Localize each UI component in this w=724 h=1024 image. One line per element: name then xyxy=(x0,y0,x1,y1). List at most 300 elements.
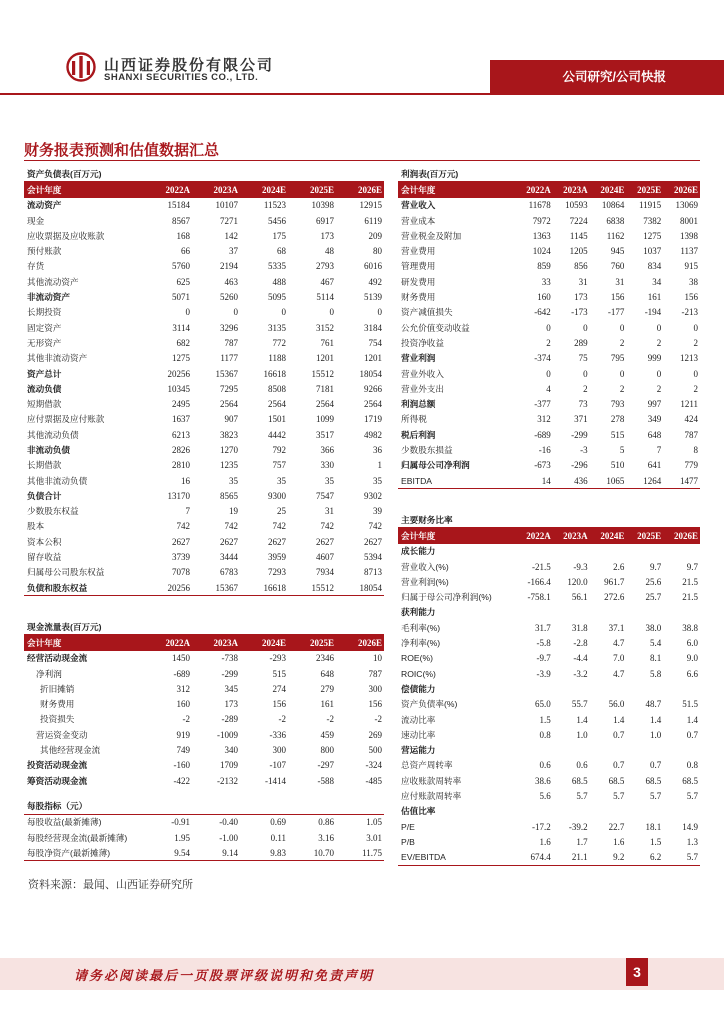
cell-value: 2810 xyxy=(172,460,190,471)
cell-value: 2 xyxy=(546,337,551,348)
cell-value: 1501 xyxy=(268,414,286,425)
table-row xyxy=(24,412,384,427)
row-label: 应付票据及应付账款 xyxy=(27,414,105,425)
cell-value: 8.1 xyxy=(649,653,662,664)
cell-value: 25.6 xyxy=(645,576,662,587)
cell-value: 10 xyxy=(373,653,382,664)
cell-value: 492 xyxy=(368,276,382,287)
table-row xyxy=(398,651,700,666)
cell-value: 0 xyxy=(656,322,662,333)
cell-value: 800 xyxy=(320,745,334,756)
row-label: 财务费用 xyxy=(401,292,436,303)
cell-value: 20256 xyxy=(144,580,192,596)
row-label: P/E xyxy=(401,821,415,832)
row-label: 利润总额 xyxy=(401,399,436,410)
cell-value: 18054 xyxy=(359,368,382,379)
cell-value: 795 xyxy=(610,353,625,364)
row-label: 经营活动现金流 xyxy=(27,653,88,664)
cell-value: 2564 xyxy=(220,399,238,410)
cell-value: 1188 xyxy=(268,353,286,364)
table-row xyxy=(398,366,700,381)
cell-value: 2 xyxy=(693,337,698,348)
cell-value: 142 xyxy=(224,230,238,241)
table-row xyxy=(398,819,700,834)
cell-value: 269 xyxy=(368,729,382,740)
cell-value: 175 xyxy=(272,230,286,241)
table-row xyxy=(24,580,384,596)
cell-value: 510 xyxy=(610,460,625,471)
cell-value: 12915 xyxy=(359,200,382,211)
table-row xyxy=(24,651,384,666)
cell-value: 742 xyxy=(224,521,238,532)
table-caption-row xyxy=(24,798,384,814)
cell-value: 7 xyxy=(656,444,662,455)
cell-value: 7 xyxy=(185,506,190,517)
cell-value: 65.0 xyxy=(535,699,551,710)
cell-value: 9.14 xyxy=(192,845,240,861)
cell-value: 7934 xyxy=(316,567,334,578)
cell-value: 9.2 xyxy=(590,850,627,866)
cell-value: 8565 xyxy=(220,490,238,501)
cell-value: 51.5 xyxy=(682,699,698,710)
table-row xyxy=(398,274,700,289)
table-row xyxy=(24,830,384,845)
row-label: 现金 xyxy=(27,215,45,226)
cell-value: 0.11 xyxy=(270,832,286,843)
cell-value: 625 xyxy=(176,276,190,287)
cell-value: 5 xyxy=(619,444,625,455)
cell-value: 36 xyxy=(373,444,382,455)
cell-value: 2564 xyxy=(268,399,286,410)
cell-value xyxy=(553,544,590,559)
cell-value: 2564 xyxy=(316,399,334,410)
row-label: 其他流动负债 xyxy=(27,429,79,440)
table-row xyxy=(398,396,700,411)
cell-value: 120.0 xyxy=(567,576,588,587)
table-row xyxy=(24,773,384,788)
cell-value: 467 xyxy=(320,276,334,287)
cell-value: -0.91 xyxy=(171,817,190,828)
cell-value: 1024 xyxy=(532,246,551,257)
cell-value: 5760 xyxy=(172,261,190,272)
table-row xyxy=(24,381,384,396)
cell-value: -1.00 xyxy=(219,832,238,843)
cell-value: 1.5 xyxy=(649,836,662,847)
cell-value: 641 xyxy=(647,460,662,471)
cell-value: -2 xyxy=(326,714,334,725)
cell-value: 15367 xyxy=(215,368,238,379)
table-row xyxy=(398,442,700,457)
company-logo-icon xyxy=(66,52,96,82)
cell-value: 33 xyxy=(541,276,551,287)
cell-value: 156 xyxy=(272,699,286,710)
cell-value: 459 xyxy=(320,729,334,740)
table-caption: 每股指标（元） xyxy=(24,798,384,814)
cell-value: 156 xyxy=(368,699,382,710)
cell-value: 0 xyxy=(619,368,625,379)
cell-value: 792 xyxy=(272,444,286,455)
cell-value: 1.4 xyxy=(686,714,698,725)
cell-value: 961.7 xyxy=(604,576,625,587)
cell-value: 9266 xyxy=(364,383,382,394)
cell-value: 859 xyxy=(537,261,551,272)
cell-value: -160 xyxy=(173,760,190,771)
cell-value: -299 xyxy=(571,429,588,440)
column-header-year: 2025E xyxy=(626,528,663,544)
cell-value: -9.7 xyxy=(536,653,551,664)
cell-value: 39 xyxy=(373,506,382,517)
cell-value: 6838 xyxy=(606,215,625,226)
table-row xyxy=(398,305,700,320)
cell-value: 11915 xyxy=(639,200,662,211)
cash-flow-table xyxy=(24,619,384,861)
income-statement-table xyxy=(398,166,700,489)
table-row xyxy=(24,742,384,757)
cell-value: -297 xyxy=(317,760,334,771)
row-label: 其他经营现金流 xyxy=(40,745,101,756)
row-label: 存货 xyxy=(27,261,45,272)
row-label: 资产减值损失 xyxy=(401,307,453,318)
cell-value: -3.9 xyxy=(536,668,551,679)
cell-value: 3823 xyxy=(220,429,238,440)
table-row xyxy=(398,804,700,819)
table-row xyxy=(398,259,700,274)
cell-value: 648 xyxy=(647,429,662,440)
cell-value: 35 xyxy=(325,475,334,486)
section-title: 财务报表预测和估值数据汇总 xyxy=(24,142,220,159)
row-label: 总资产周转率 xyxy=(401,760,453,771)
cell-value: 6016 xyxy=(364,261,382,272)
cell-value: 1177 xyxy=(220,353,238,364)
cell-value: 31.7 xyxy=(535,622,551,633)
cell-value xyxy=(590,742,627,757)
cell-value: -0.40 xyxy=(219,817,238,828)
cell-value: 80 xyxy=(373,246,382,257)
cell-value: 9.0 xyxy=(686,653,698,664)
cell-value: 3152 xyxy=(316,322,334,333)
cell-value: 3959 xyxy=(268,552,286,563)
cell-value: -588 xyxy=(317,775,334,786)
table-row xyxy=(24,396,384,411)
cell-value: 2 xyxy=(656,337,662,348)
cell-value: 0 xyxy=(546,322,551,333)
cell-value: 424 xyxy=(684,414,698,425)
table-row xyxy=(398,758,700,773)
cell-value: 56.0 xyxy=(608,699,625,710)
cell-value: -336 xyxy=(269,729,286,740)
cell-value: -194 xyxy=(644,307,662,318)
cell-value: 15512 xyxy=(311,368,334,379)
cell-value: -17.2 xyxy=(532,821,551,832)
cell-value: 0.7 xyxy=(613,760,625,771)
cell-value: 1099 xyxy=(316,414,334,425)
cell-value: 5.7 xyxy=(576,790,588,801)
disclaimer-link[interactable]: 请务必阅读最后一页股票评级说明和免责声明 xyxy=(74,968,375,983)
key-ratios-table xyxy=(398,512,700,866)
cell-value: 3135 xyxy=(268,322,286,333)
cell-value: 0 xyxy=(693,322,698,333)
cell-value: 31.8 xyxy=(571,622,588,633)
cell-value: 2194 xyxy=(220,261,238,272)
cell-value: 5.6 xyxy=(539,790,551,801)
row-label: 资产负债率(%) xyxy=(401,699,458,710)
cell-value: 5095 xyxy=(268,292,286,303)
spacer-cell xyxy=(24,788,384,798)
cell-value: -2 xyxy=(278,714,286,725)
cell-value xyxy=(590,605,627,620)
cell-value: 1205 xyxy=(569,246,588,257)
cell-value: 5.8 xyxy=(649,668,662,679)
cell-value: 35 xyxy=(277,475,286,486)
cell-value: 10864 xyxy=(601,200,625,211)
row-label: 每股收益(最新摊薄) xyxy=(27,817,102,828)
cell-value: 787 xyxy=(224,337,238,348)
row-label: ROIC(%) xyxy=(401,668,436,679)
cell-value: 648 xyxy=(320,668,334,679)
cell-value xyxy=(553,605,590,620)
cell-value: 300 xyxy=(368,683,382,694)
cell-value: 1037 xyxy=(643,246,662,257)
cell-value: 18054 xyxy=(336,580,384,596)
table-row xyxy=(398,681,700,696)
cell-value: -293 xyxy=(269,653,286,664)
cell-value: 0.7 xyxy=(613,729,625,740)
cell-value: 7295 xyxy=(220,383,238,394)
cell-value: 16618 xyxy=(240,580,288,596)
cell-value: -738 xyxy=(221,653,238,664)
table-row xyxy=(398,742,700,757)
cell-value: 11523 xyxy=(263,200,286,211)
row-label: 公允价值变动收益 xyxy=(401,322,470,333)
column-header-year: 2025E xyxy=(288,635,336,651)
column-header-year: 2026E xyxy=(663,528,700,544)
cell-value: 15184 xyxy=(167,200,190,211)
cell-value xyxy=(553,742,590,757)
cell-value: 757 xyxy=(272,460,286,471)
cell-value: -374 xyxy=(534,353,551,364)
row-label: ROE(%) xyxy=(401,653,433,664)
table-caption-row xyxy=(398,166,700,182)
cell-value: 19 xyxy=(229,506,238,517)
cell-value: 10107 xyxy=(215,200,238,211)
table-row xyxy=(398,544,700,559)
cell-value: -289 xyxy=(221,714,238,725)
table-row xyxy=(24,519,384,534)
table-row xyxy=(398,198,700,213)
cell-value: 0.7 xyxy=(649,760,662,771)
cell-value: 15367 xyxy=(192,580,240,596)
cell-value: 834 xyxy=(647,261,662,272)
source-note: 资料来源：最闻、山西证券研究所 xyxy=(28,879,193,891)
cell-value: 38.0 xyxy=(645,622,662,633)
cell-value: 68.5 xyxy=(608,775,625,786)
column-header-year: 2024E xyxy=(240,635,288,651)
cell-value: 7224 xyxy=(569,215,588,226)
cell-value: 37 xyxy=(229,246,238,257)
cell-value: 1.4 xyxy=(649,714,662,725)
report-category: 公司研究/公司快报 xyxy=(562,70,666,84)
cell-value: -5.8 xyxy=(536,638,551,649)
row-label: 营业利润(%) xyxy=(401,576,449,587)
cell-value: 2 xyxy=(656,383,662,394)
column-header-year: 2023A xyxy=(192,182,240,198)
row-label: 营业利润 xyxy=(401,353,436,364)
table-row xyxy=(398,559,700,574)
cell-value: 793 xyxy=(610,399,625,410)
table-caption: 现金流量表(百万元) xyxy=(24,619,384,635)
table-row xyxy=(24,814,384,830)
cell-value: 515 xyxy=(610,429,625,440)
cell-value: 1.3 xyxy=(686,836,698,847)
row-label: EV/EBITDA xyxy=(398,850,516,866)
cell-value: 1.95 xyxy=(174,832,190,843)
cell-value: -9.3 xyxy=(573,561,588,572)
cell-value: 371 xyxy=(574,414,588,425)
cell-value: 4 xyxy=(546,383,551,394)
table-row xyxy=(24,259,384,274)
cell-value: 1.6 xyxy=(613,836,625,847)
row-label: 长期投资 xyxy=(27,307,62,318)
cell-value: -1414 xyxy=(265,775,286,786)
cell-value: 2 xyxy=(693,383,698,394)
cell-value: 787 xyxy=(368,668,382,679)
table-caption-row xyxy=(24,166,384,182)
table-row xyxy=(398,635,700,650)
row-label: 净利润 xyxy=(36,668,62,679)
cell-value: 35 xyxy=(373,475,382,486)
cell-value: 9.7 xyxy=(649,561,662,572)
cell-value: 749 xyxy=(176,745,190,756)
cell-value: 7078 xyxy=(172,567,190,578)
cell-value: 2627 xyxy=(364,536,382,547)
cell-value: 463 xyxy=(224,276,238,287)
row-label: 少数股东权益 xyxy=(27,506,79,517)
cell-value: 1450 xyxy=(172,653,190,664)
cell-value: 0 xyxy=(583,322,588,333)
cell-value: 8567 xyxy=(172,215,190,226)
cell-value: 1.4 xyxy=(613,714,625,725)
cell-value: 500 xyxy=(368,745,382,756)
row-label: 无形资产 xyxy=(27,337,62,348)
table-row xyxy=(398,666,700,681)
row-label: 毛利率(%) xyxy=(401,622,441,633)
cell-value: 674.4 xyxy=(516,850,553,866)
row-label: 筹资活动现金流 xyxy=(27,775,88,786)
table-row xyxy=(398,427,700,442)
cell-value: 760 xyxy=(610,261,625,272)
cell-value: 3.01 xyxy=(366,832,382,843)
cell-value: 10345 xyxy=(167,383,190,394)
cell-value: -689 xyxy=(534,429,551,440)
cell-value xyxy=(626,605,663,620)
row-label: 所得税 xyxy=(401,414,427,425)
cell-value xyxy=(516,804,553,819)
cell-value: 4.7 xyxy=(613,638,625,649)
cell-value: 11.75 xyxy=(336,845,384,861)
cell-value: 0.6 xyxy=(539,760,551,771)
table-header-row xyxy=(398,528,700,544)
cell-value: 161 xyxy=(647,292,662,303)
column-header-year: 2023A xyxy=(192,635,240,651)
table-row xyxy=(24,228,384,243)
cell-value: 1.6 xyxy=(539,836,551,847)
table-row xyxy=(24,335,384,350)
cell-value: 5.4 xyxy=(649,638,662,649)
column-header-year: 2024E xyxy=(590,182,627,198)
row-label: 偿债能力 xyxy=(401,683,436,694)
cell-value: 55.7 xyxy=(571,699,588,710)
row-label: 其他非流动负债 xyxy=(27,475,88,486)
column-header-label: 会计年度 xyxy=(24,182,144,198)
cell-value: 37.1 xyxy=(608,622,625,633)
cell-value: 1.4 xyxy=(576,714,588,725)
cell-value: 2 xyxy=(619,383,625,394)
cell-value: 289 xyxy=(574,337,588,348)
cell-value: 5.7 xyxy=(649,790,662,801)
cell-value: 1162 xyxy=(606,230,625,241)
row-label: 资本公积 xyxy=(27,536,62,547)
row-label: 营业收入 xyxy=(401,200,436,211)
cell-value: 8 xyxy=(693,444,698,455)
cell-value: 5.7 xyxy=(663,850,700,866)
row-label: 留存收益 xyxy=(27,552,62,563)
row-label: EBITDA xyxy=(398,473,516,489)
cell-value: 168 xyxy=(176,230,190,241)
cell-value xyxy=(626,544,663,559)
row-label: 负债和股东权益 xyxy=(24,580,144,596)
row-label: 应收账款周转率 xyxy=(401,775,462,786)
cell-value: 7181 xyxy=(316,383,334,394)
cell-value: 919 xyxy=(176,729,190,740)
table-header-row xyxy=(398,182,700,198)
company-name-en: SHANXI SECURITIES CO., LTD. xyxy=(104,72,259,83)
cell-value: 1211 xyxy=(680,399,698,410)
cell-value: 66 xyxy=(181,246,190,257)
cell-value: 1 xyxy=(377,460,382,471)
cell-value: 1.0 xyxy=(576,729,588,740)
cell-value: 0 xyxy=(377,307,382,318)
cell-value: 3296 xyxy=(220,322,238,333)
cell-value: 68 xyxy=(277,246,286,257)
table-caption-row xyxy=(398,512,700,528)
table-row xyxy=(398,834,700,849)
cell-value: 272.6 xyxy=(604,592,625,603)
cell-value: 1.05 xyxy=(366,817,382,828)
cell-value: 160 xyxy=(537,292,551,303)
cell-value: 0.7 xyxy=(686,729,698,740)
table-row xyxy=(24,565,384,580)
cell-value: 31 xyxy=(325,506,334,517)
cell-value: 31 xyxy=(615,276,625,287)
cell-value: 5394 xyxy=(364,552,382,563)
cell-value: -16 xyxy=(538,444,551,455)
cell-value: 2346 xyxy=(316,653,334,664)
table-row xyxy=(24,845,384,861)
row-label: 财务费用 xyxy=(40,699,75,710)
row-label: 速动比率 xyxy=(401,729,436,740)
cell-value: 3114 xyxy=(172,322,190,333)
cell-value: 1275 xyxy=(643,230,662,241)
cell-value xyxy=(553,681,590,696)
cell-value: 2627 xyxy=(316,536,334,547)
row-label: 归属母公司净利润 xyxy=(401,460,470,471)
balance-sheet-table xyxy=(24,166,384,596)
row-label: 应收票据及应收账款 xyxy=(27,230,105,241)
cell-value: -1009 xyxy=(217,729,238,740)
cell-value: 274 xyxy=(272,683,286,694)
column-header-year: 2026E xyxy=(336,635,384,651)
cell-value: 761 xyxy=(320,337,334,348)
